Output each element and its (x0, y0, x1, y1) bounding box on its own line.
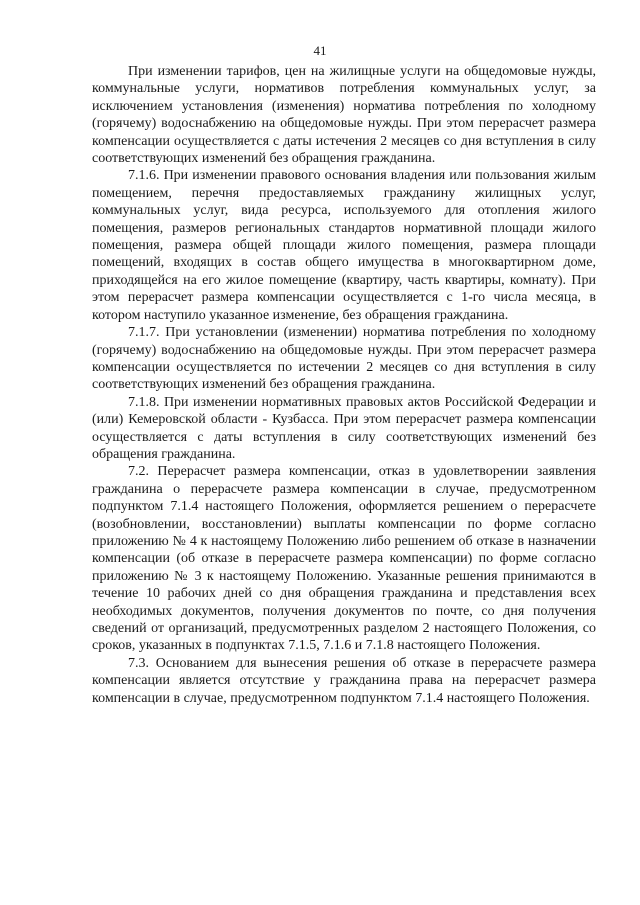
document-body (92, 63, 596, 707)
paragraph-7-2: 7.2. Перерасчет размера компенсации, отказ в удовлетворении заявления гражданина о перерасчете размера компенсации в случае, предусмотренном подпунктом 7.1.4 настоящего Положения, оформляется решением о перерасчете (возобновлении, восстановлении) выплаты компенсации по форме согласно приложению № 4 к настоящему Положению либо решением об отказе в назначении компенсации (об отказе в перерасчете размера компенсации) по форме согласно приложению № 3 к настоящему Положению. Указанные решения принимаются в течение 10 рабочих дней со дня обращения гражданина и представления всех необходимых документов, получения документов по почте, со дня получения сведений от организаций, предусмотренных разделом 2 настоящего Положения, со сроков, указанных в подпунктах 7.1.5, 7.1.6 и 7.1.8 настоящего Положения. (92, 464, 596, 654)
page-number: 41 (313, 43, 327, 58)
paragraph-7-3: 7.3. Основанием для вынесения решения об отказе в перерасчете размера компенсации является отсутствие у гражданина права на перерасчет размера компенсации в случае, предусмотренном подпунктом 7.1.4 настоящего Положения. (92, 655, 596, 706)
paragraph-7-1-6: 7.1.6. При изменении правового основания владения или пользования жилым помещением, перечня предоставляемых гражданину жилищных услуг, коммунальных услуг, вида ресурса, используемого для отопления жилого помещения, размеров региональных стандартов нормативной площади жилого помещения, размера общей площади жилого помещения, размера площади помещений, входящих в состав общего имущества в многоквартирном доме, приходящейся на его жилое помещение (квартиру, часть квартиры, комнату). При этом перерасчет размера компенсации осуществляется с 1-го числа месяца, в котором наступило указанное изменение, без обращения гражданина. (92, 168, 596, 323)
paragraph-7-1-7: 7.1.7. При установлении (изменении) норматива потребления по холодному (горячему) водоснабжению на общедомовые нужды. При этом перерасчет размера компенсации осуществляется по истечении 2 месяцев со дня вступления в силу соответствующих изменений без обращения гражданина. (92, 325, 596, 393)
paragraph-tariff-change: При изменении тарифов, цен на жилищные услуги на общедомовые нужды, коммунальные услуги, нормативов потребления коммунальных услуг, за исключением установления (изменения) норматива потребления по холодному (горячему) водоснабжению на общедомовые нужды. При этом перерасчет размера компенсации осуществляется с даты истечения 2 месяцев со дня вступления в силу соответствующих изменений без обращения гражданина. (92, 64, 596, 167)
paragraph-7-1-8: 7.1.8. При изменении нормативных правовых актов Российской Федерации и (или) Кемеровской области - Кузбасса. При этом перерасчет размера компенсации осуществляется с даты вступления в силу соответствующих изменений без обращения гражданина. (92, 394, 596, 462)
